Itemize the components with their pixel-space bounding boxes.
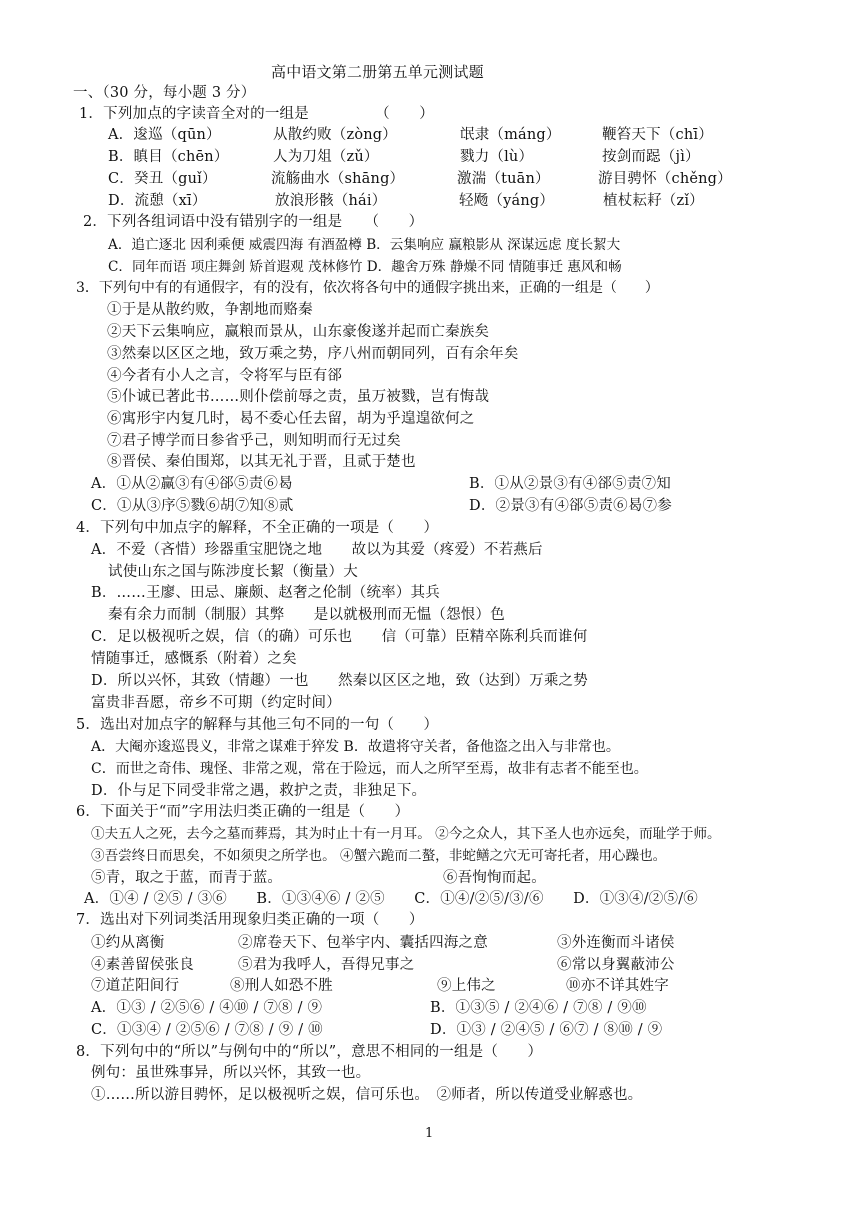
q4-option-d-line-1: D．所以兴怀，其致（情趣）一也 然秦以区区之地，致（达到）万乘之势 xyxy=(91,673,588,689)
q1-option-a-2: 从散约败（zòng） xyxy=(273,127,397,143)
page-number: 1 xyxy=(425,1126,434,1141)
q3-option-a: A．①从②赢③有④郤⑤责⑥曷 xyxy=(91,476,293,492)
question-4-stem: 4．下列句中加点字的解释，不全正确的一项是（ ） xyxy=(76,520,439,536)
q4-option-b-line-2: 秦有余力而制（制服）其弊 是以就极刑而无愠（怨恨）色 xyxy=(108,607,505,623)
q4-option-b-line-1: B．……王廖、田忌、廉颇、赵奢之伦制（统率）其兵 xyxy=(91,585,440,601)
q7-option-c: C．①③④ / ②⑤⑥ / ⑦⑧ / ⑨ / ⑩ xyxy=(91,1022,323,1038)
q7-item-4: ④素善留侯张良 xyxy=(91,957,194,973)
q1-option-b-3: 戮力（lù） xyxy=(460,149,534,165)
question-6-stem: 6．下面关于“而”字用法归类正确的一组是（ ） xyxy=(76,804,410,820)
q7-item-7: ⑦道芷阳间行 xyxy=(91,978,180,994)
q7-option-a: A．①③ / ②⑤⑥ / ④⑩ / ⑦⑧ / ⑨ xyxy=(91,1000,323,1016)
q2-options-line-2: C．同年而语 项庄舞剑 矫首遐观 茂林修竹 D．趣舍万殊 静燥不同 情随事迁 惠风和畅 xyxy=(108,259,622,275)
q7-item-9: ⑨上伟之 xyxy=(437,978,496,994)
q1-option-a-1: A．逡巡（qūn） xyxy=(108,127,221,143)
q1-option-d-2: 放浪形骸（hái） xyxy=(275,193,387,209)
q5-option-d: D．仆与足下同受非常之遇，救护之责，非独足下。 xyxy=(91,783,427,799)
q3-option-d: D．②景③有④郤⑤责⑥曷⑦参 xyxy=(469,498,672,514)
q6-item-6: ⑥吾恂恂而起。 xyxy=(443,870,546,886)
q3-item-8: ⑧晋侯、秦伯围郑，以其无礼于晋，且贰于楚也 xyxy=(107,454,416,470)
q6-options: A．①④ / ②⑤ / ③⑥ B．①③④⑥ / ②⑤ C．①④/②⑤/③/⑥ D．①③④/②⑤/⑥ xyxy=(84,891,698,907)
question-3-stem: 3．下列句中有的有通假字，有的没有，依次将各句中的通假字挑出来，正确的一组是（ ） xyxy=(76,280,659,296)
q3-item-6: ⑥寓形宇内复几时，曷不委心任去留，胡为乎遑遑欲何之 xyxy=(107,411,475,427)
q7-item-3: ③外连衡而斗诸侯 xyxy=(557,935,675,951)
q1-option-c-3: 激湍（tuān） xyxy=(457,171,550,187)
q4-option-a-line-2: 试使山东之国与陈涉度长絜（衡量）大 xyxy=(108,564,358,580)
q1-option-c-2: 流觞曲水（shāng） xyxy=(271,171,405,187)
q3-item-7: ⑦君子博学而日参省乎己，则知明而行无过矣 xyxy=(107,433,401,449)
q7-item-5: ⑤君为我呼人，吾得兄事之 xyxy=(238,957,415,973)
q3-option-c: C．①从③序⑤戮⑥胡⑦知⑧贰 xyxy=(91,498,294,514)
q3-item-2: ②天下云集响应，赢粮而景从，山东豪俊遂并起而亡秦族矣 xyxy=(107,324,490,340)
q1-option-d-4: 植杖耘耔（zǐ） xyxy=(603,193,704,209)
q4-option-c-line-1: C．足以极视听之娱，信（的确）可乐也 信（可靠）臣精卒陈利兵而谁何 xyxy=(91,629,588,645)
q2-options-line-1: A．追亡逐北 因利乘便 威震四海 有酒盈樽 B．云集响应 赢粮影从 深谋远虑 度长絜大 xyxy=(108,237,621,253)
q1-option-a-4: 鞭笞天下（chī） xyxy=(602,127,713,143)
q3-option-b: B．①从②景③有④郤⑤责⑦知 xyxy=(469,476,671,492)
q7-item-2: ②席卷天下、包举宇内、囊括四海之意 xyxy=(238,935,488,951)
q6-item-5: ⑤青，取之于蓝，而青于蓝。 xyxy=(91,870,283,886)
q7-option-b: B．①③⑤ / ②④⑥ / ⑦⑧ / ⑨⑩ xyxy=(430,1000,647,1016)
q6-items-line-2: ③吾尝终日而思矣，不如须臾之所学也。 ④蟹六跪而二螯，非蛇鳝之穴无可寄托者，用心躁也。 xyxy=(91,848,667,864)
q1-option-b-4: 按剑而跽（jì） xyxy=(602,149,700,165)
q3-item-1: ①于是从散约败，争割地而赂秦 xyxy=(107,302,313,318)
q4-option-c-line-2: 情随事迁，感慨系（附着）之矣 xyxy=(91,651,297,667)
q7-item-10: ⑩亦不详其姓字 xyxy=(566,978,669,994)
q6-items-line-1: ①夫五人之死，去今之墓而葬焉，其为时止十有一月耳。 ②今之众人，其下圣人也亦远矣，而耻学于师。 xyxy=(91,826,721,842)
section-heading: 一、（30 分，每小题 3 分） xyxy=(73,85,256,101)
q7-option-d: D．①③ / ②④⑤ / ⑥⑦ / ⑧⑩ / ⑨ xyxy=(430,1022,663,1038)
q8-items-line-1: ①……所以游目骋怀，足以极视听之娱，信可乐也。 ②师者，所以传道受业解惑也。 xyxy=(91,1087,643,1103)
question-8-stem: 8．下列句中的“所以”与例句中的“所以”，意思不相同的一组是（ ） xyxy=(76,1044,543,1060)
q1-option-d-1: D．流憩（xī） xyxy=(108,193,207,209)
question-1-stem: 1．下列加点的字读音全对的一组是 （ ） xyxy=(79,106,434,122)
q7-item-8: ⑧刑人如恐不胜 xyxy=(230,978,333,994)
q7-item-6: ⑥常以身翼蔽沛公 xyxy=(557,957,675,973)
q1-option-c-1: C．癸丑（guǐ） xyxy=(108,171,217,187)
q7-item-1: ①约从离衡 xyxy=(91,935,165,951)
question-7-stem: 7．选出对下列词类活用现象归类正确的一项（ ） xyxy=(76,912,424,928)
q1-option-b-2: 人为刀俎（zǔ） xyxy=(273,149,379,165)
q4-option-a-line-1: A．不爱（吝惜）珍器重宝肥饶之地 故以为其爱（疼爱）不若燕后 xyxy=(91,542,543,558)
q1-option-a-3: 氓隶（máng） xyxy=(460,127,561,143)
q3-item-4: ④今者有小人之言，令将军与臣有郤 xyxy=(107,368,343,384)
q3-item-5: ⑤仆诚已著此书……则仆偿前辱之责，虽万被戮，岂有悔哉 xyxy=(107,389,490,405)
q5-options-a-b: A．大阉亦逡巡畏义，非常之谋难于猝发 B．故遣将守关者，备他盗之出入与非常也。 xyxy=(91,739,620,755)
q3-item-3: ③然秦以区区之地，致万乘之势，序八州而朝同列，百有余年矣 xyxy=(107,346,519,362)
q1-option-d-3: 轻飏（yáng） xyxy=(459,193,555,209)
q5-option-c: C．而世之奇伟、瑰怪、非常之观，常在于险远，而人之所罕至焉，故非有志者不能至也。 xyxy=(91,761,648,777)
q8-example: 例句：虽世殊事异，所以兴怀，其致一也。 xyxy=(91,1065,371,1081)
q1-option-b-1: B．瞋目（chēn） xyxy=(108,149,229,165)
q4-option-d-line-2: 富贵非吾愿，帝乡不可期（约定时间） xyxy=(91,695,341,711)
question-2-stem: 2．下列各组词语中没有错别字的一组是 （ ） xyxy=(83,214,424,230)
q1-option-c-4: 游目骋怀（chěng） xyxy=(598,171,732,187)
question-5-stem: 5．选出对加点字的解释与其他三句不同的一句（ ） xyxy=(76,717,439,733)
page-title: 高中语文第二册第五单元测试题 xyxy=(271,63,484,81)
